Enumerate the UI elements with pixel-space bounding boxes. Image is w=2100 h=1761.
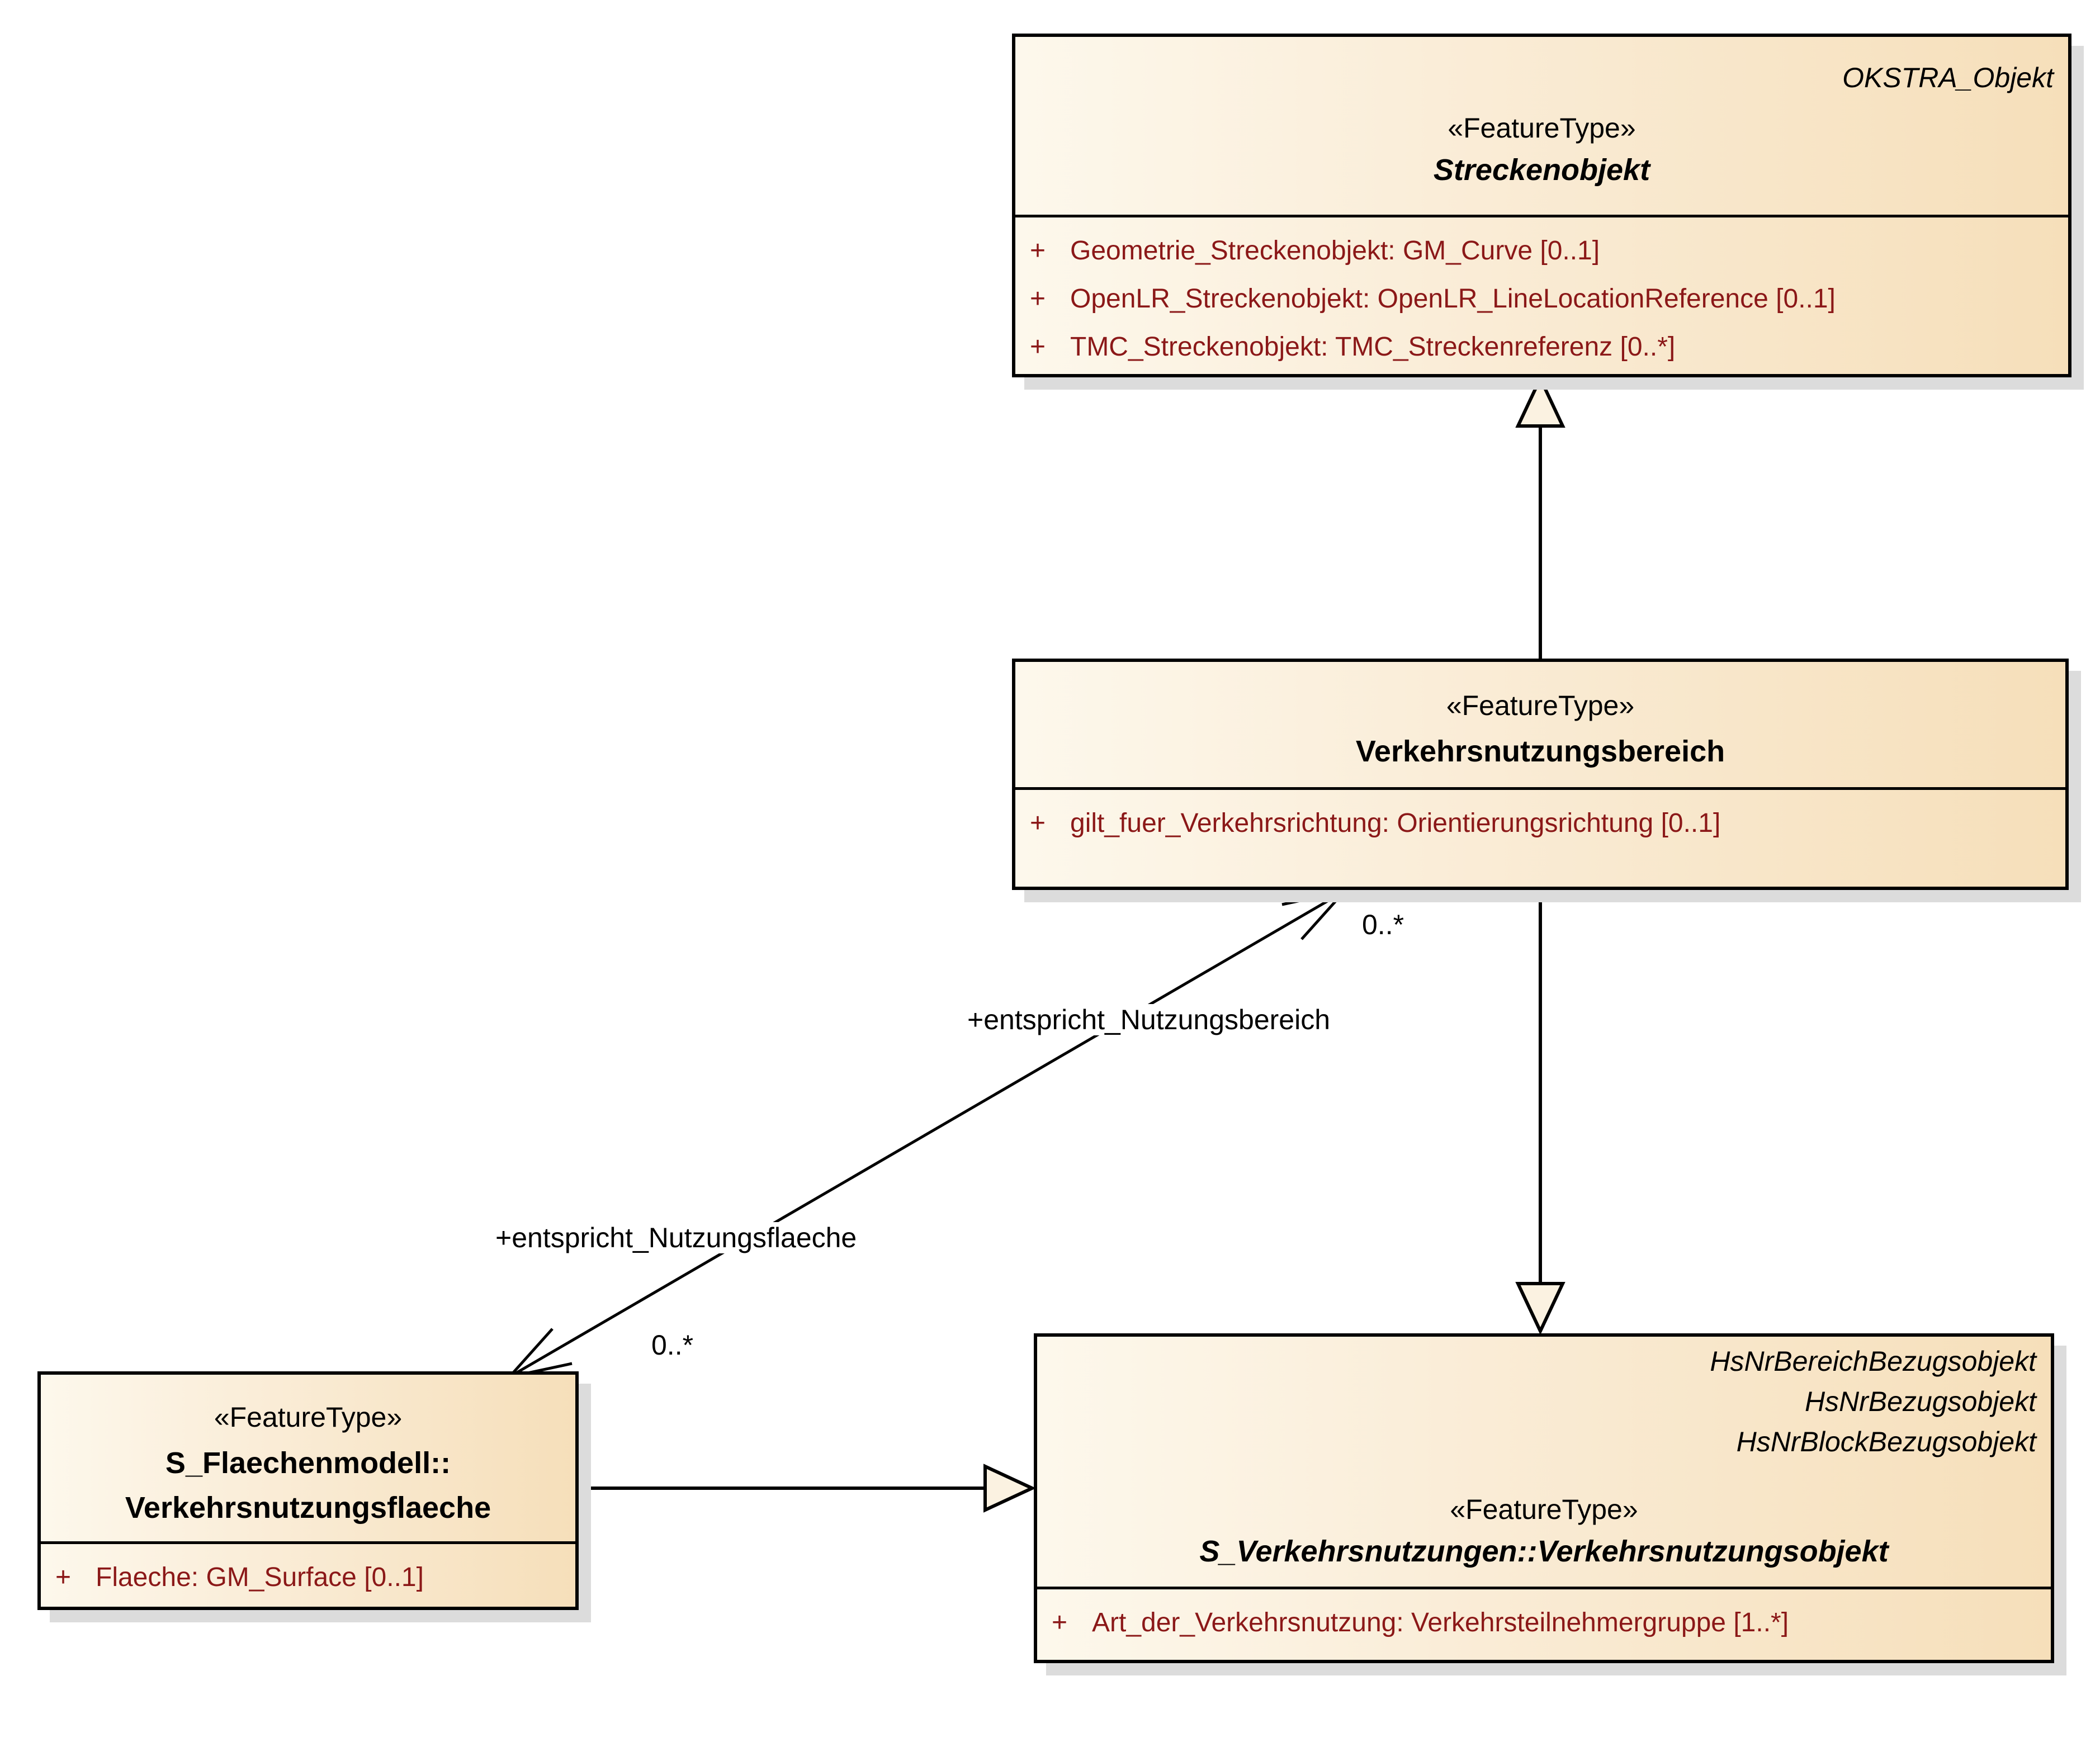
attribute-compartment [1015, 787, 2065, 847]
association-role-nutzungsflaeche: +entspricht_Nutzungsflaeche [491, 1222, 861, 1253]
attribute-text: OpenLR_Streckenobjekt: OpenLR_LineLocationReference [0..1] [1070, 283, 1836, 314]
attribute-row [1015, 274, 2068, 323]
hollow-triangle-up-icon [1518, 378, 1563, 426]
class-name-line2: Verkehrsnutzungsflaeche [125, 1491, 491, 1525]
association-line [509, 891, 1345, 1377]
attribute-row [1015, 226, 2068, 274]
attribute-compartment [1015, 215, 2068, 371]
class-header [41, 1375, 575, 1541]
class-name [41, 1441, 575, 1530]
attribute-row [1037, 1598, 2051, 1646]
visibility-plus: + [55, 1562, 72, 1592]
tagged-value-hsnrbezugsobjekt: HsNrBezugsobjekt [1804, 1386, 2036, 1417]
attribute-text: TMC_Streckenobjekt: TMC_Streckenreferenz [0..*] [1070, 332, 1676, 362]
stereotype-label: «FeatureType» [214, 1402, 403, 1433]
multiplicity-nutzungsbereich: 0..* [1358, 909, 1408, 940]
visibility-plus: + [1052, 1607, 1068, 1637]
attribute-text: Art_der_Verkehrsnutzung: Verkehrsteilnehmergruppe [1..*] [1092, 1607, 1789, 1637]
stereotype-label: «FeatureType» [1450, 1494, 1638, 1525]
open-arrowhead-bottom-icon [509, 1329, 572, 1377]
class-box-verkehrsnutzungsobjekt[interactable] [1034, 1333, 2054, 1663]
class-box-streckenobjekt[interactable] [1012, 34, 2071, 377]
class-name: S_Verkehrsnutzungen::Verkehrsnutzungsobjekt [1199, 1535, 1889, 1568]
attribute-text: Geometrie_Streckenobjekt: GM_Curve [0..1] [1070, 235, 1600, 266]
attribute-text: gilt_fuer_Verkehrsrichtung: Orientierungsrichtung [0..1] [1070, 808, 1721, 838]
class-header [1037, 1337, 2051, 1587]
tagged-value-hsnrbereichbezugsobjekt: HsNrBereichBezugsobjekt [1710, 1346, 2036, 1377]
multiplicity-nutzungsflaeche: 0..* [647, 1329, 698, 1361]
class-box-verkehrsnutzungsflaeche[interactable] [37, 1371, 579, 1610]
stereotype-label: «FeatureType» [1446, 690, 1635, 721]
association-role-nutzungsbereich: +entspricht_Nutzungsbereich [963, 1004, 1335, 1035]
hollow-triangle-right-icon [985, 1466, 1032, 1510]
attribute-text: Flaeche: GM_Surface [0..1] [96, 1562, 424, 1592]
class-header [1015, 662, 2065, 787]
open-arrowhead-top-icon [1282, 891, 1345, 939]
class-name: Streckenobjekt [1433, 153, 1650, 187]
visibility-plus: + [1030, 235, 1046, 266]
visibility-plus: + [1030, 808, 1046, 838]
class-box-verkehrsnutzungsbereich[interactable] [1012, 659, 2069, 890]
hollow-triangle-down-icon [1518, 1284, 1563, 1331]
attribute-compartment [1037, 1587, 2051, 1646]
class-name: Verkehrsnutzungsbereich [1355, 735, 1725, 768]
class-header [1015, 37, 2068, 215]
stereotype-label: «FeatureType» [1448, 112, 1636, 144]
class-name-line1: S_Flaechenmodell:: [165, 1446, 451, 1480]
attribute-row [41, 1553, 575, 1601]
attribute-compartment [41, 1541, 575, 1601]
tagged-value-hsnrblockbezugsobjekt: HsNrBlockBezugsobjekt [1736, 1426, 2036, 1457]
tagged-value-okstra-objekt: OKSTRA_Objekt [1842, 62, 2054, 93]
visibility-plus: + [1030, 283, 1046, 314]
attribute-row [1015, 799, 2065, 847]
visibility-plus: + [1030, 332, 1046, 362]
attribute-row [1015, 323, 2068, 371]
tagged-values-hsnr [1710, 1341, 2036, 1462]
